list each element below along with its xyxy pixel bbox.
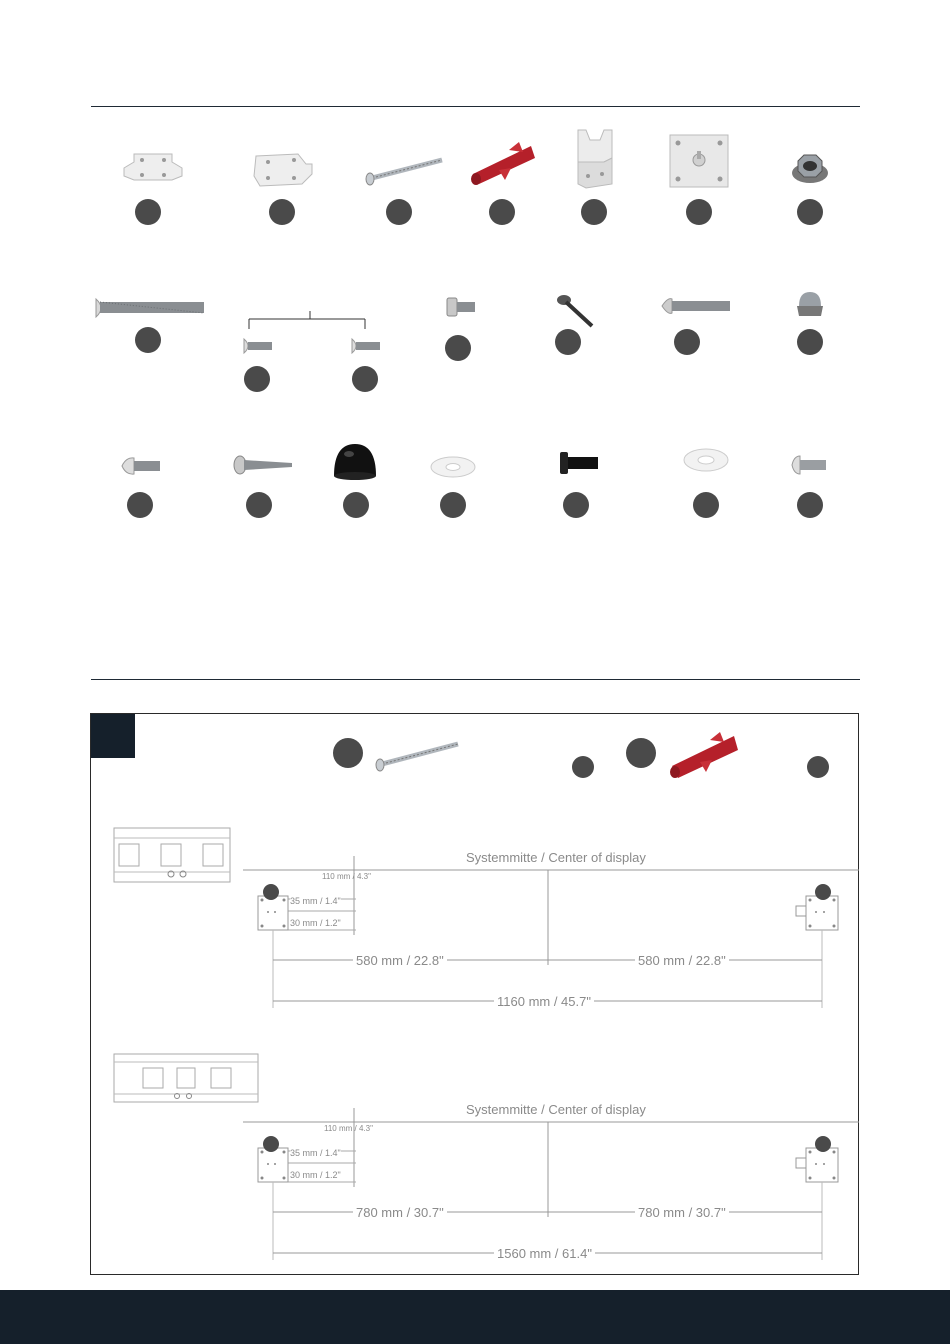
offset-low-label: 30 mm / 1.2" xyxy=(290,918,341,928)
offset-top-label: 110 mm / 4.3" xyxy=(322,872,371,881)
part-badge xyxy=(263,1136,279,1152)
total-width-label: 1160 mm / 45.7" xyxy=(494,994,594,1009)
part-badge xyxy=(815,884,831,900)
total-width-label: 1560 mm / 61.4" xyxy=(494,1246,595,1261)
page-footer xyxy=(0,1290,950,1344)
half-width-right-label: 780 mm / 30.7" xyxy=(635,1205,729,1220)
offset-mid-label: 35 mm / 1.4" xyxy=(290,1148,341,1158)
offset-mid-label: 35 mm / 1.4" xyxy=(290,896,341,906)
offset-low-label: 30 mm / 1.2" xyxy=(290,1170,341,1180)
center-of-display-label: Systemmitte / Center of display xyxy=(466,850,646,865)
center-of-display-label: Systemmitte / Center of display xyxy=(466,1102,646,1117)
offset-top-label: 110 mm / 4.3" xyxy=(324,1124,373,1133)
display-wall-thumbnail xyxy=(113,1052,259,1104)
part-badge xyxy=(263,884,279,900)
half-width-right-label: 580 mm / 22.8" xyxy=(635,953,729,968)
part-badge xyxy=(815,1136,831,1152)
half-width-left-label: 780 mm / 30.7" xyxy=(353,1205,447,1220)
half-width-left-label: 580 mm / 22.8" xyxy=(353,953,447,968)
